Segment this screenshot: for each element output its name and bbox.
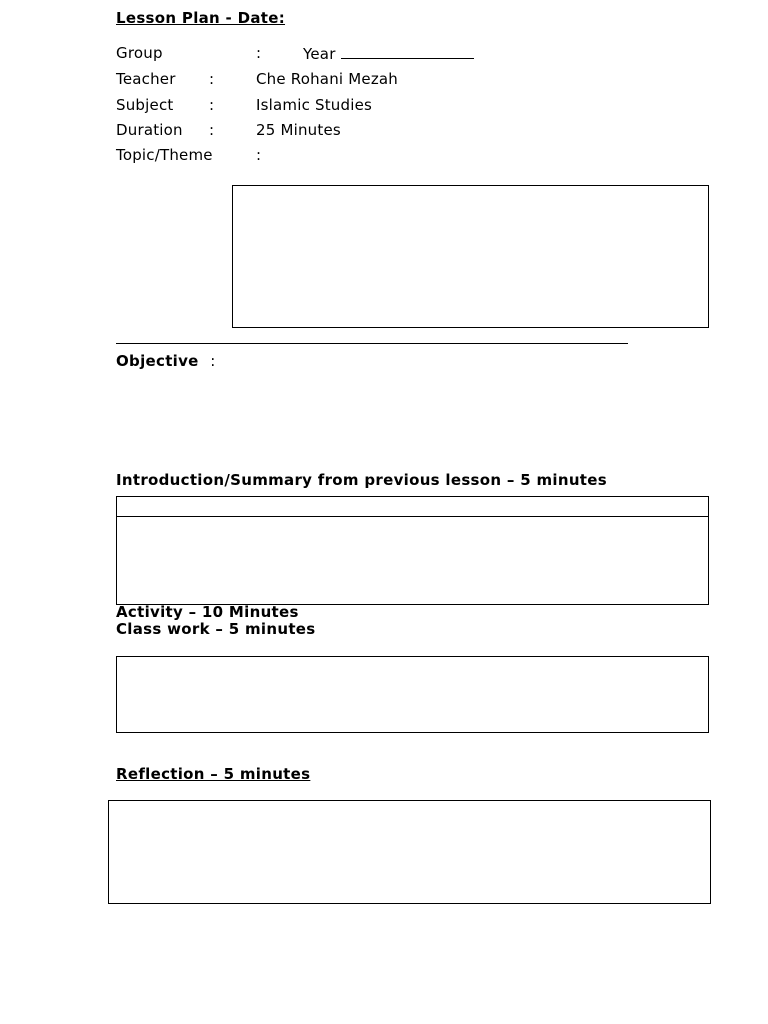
- group-separator: :: [256, 44, 262, 62]
- introduction-box-divider: [116, 516, 709, 517]
- teacher-separator: :: [209, 70, 215, 88]
- group-label: Group: [116, 44, 163, 62]
- activity-heading: Activity – 10 Minutes: [116, 603, 299, 621]
- introduction-heading: Introduction/Summary from previous lesson – 5 minutes: [116, 471, 607, 489]
- objective-label: Objective: [116, 352, 199, 370]
- introduction-box[interactable]: [116, 496, 709, 605]
- year-label: Year: [303, 45, 336, 63]
- topic-separator: :: [256, 146, 262, 164]
- duration-value: 25 Minutes: [256, 121, 341, 139]
- page-title: Lesson Plan - Date:: [116, 9, 286, 27]
- subject-value: Islamic Studies: [256, 96, 373, 114]
- year-blank-line: [341, 44, 474, 59]
- reflection-heading: Reflection – 5 minutes: [116, 765, 311, 783]
- topic-box[interactable]: [232, 185, 709, 328]
- objective-separator: :: [210, 352, 216, 370]
- reflection-box[interactable]: [108, 800, 711, 904]
- year-field: [303, 44, 474, 63]
- subject-label: Subject: [116, 96, 174, 114]
- classwork-box[interactable]: [116, 656, 709, 733]
- objective-heading: [116, 352, 216, 370]
- teacher-label: Teacher: [116, 70, 176, 88]
- classwork-heading: Class work – 5 minutes: [116, 620, 316, 638]
- teacher-value: Che Rohani Mezah: [256, 70, 398, 88]
- topic-label: Topic/Theme: [116, 146, 213, 164]
- duration-label: Duration: [116, 121, 183, 139]
- duration-separator: :: [209, 121, 215, 139]
- section-divider: [116, 343, 628, 344]
- subject-separator: :: [209, 96, 215, 114]
